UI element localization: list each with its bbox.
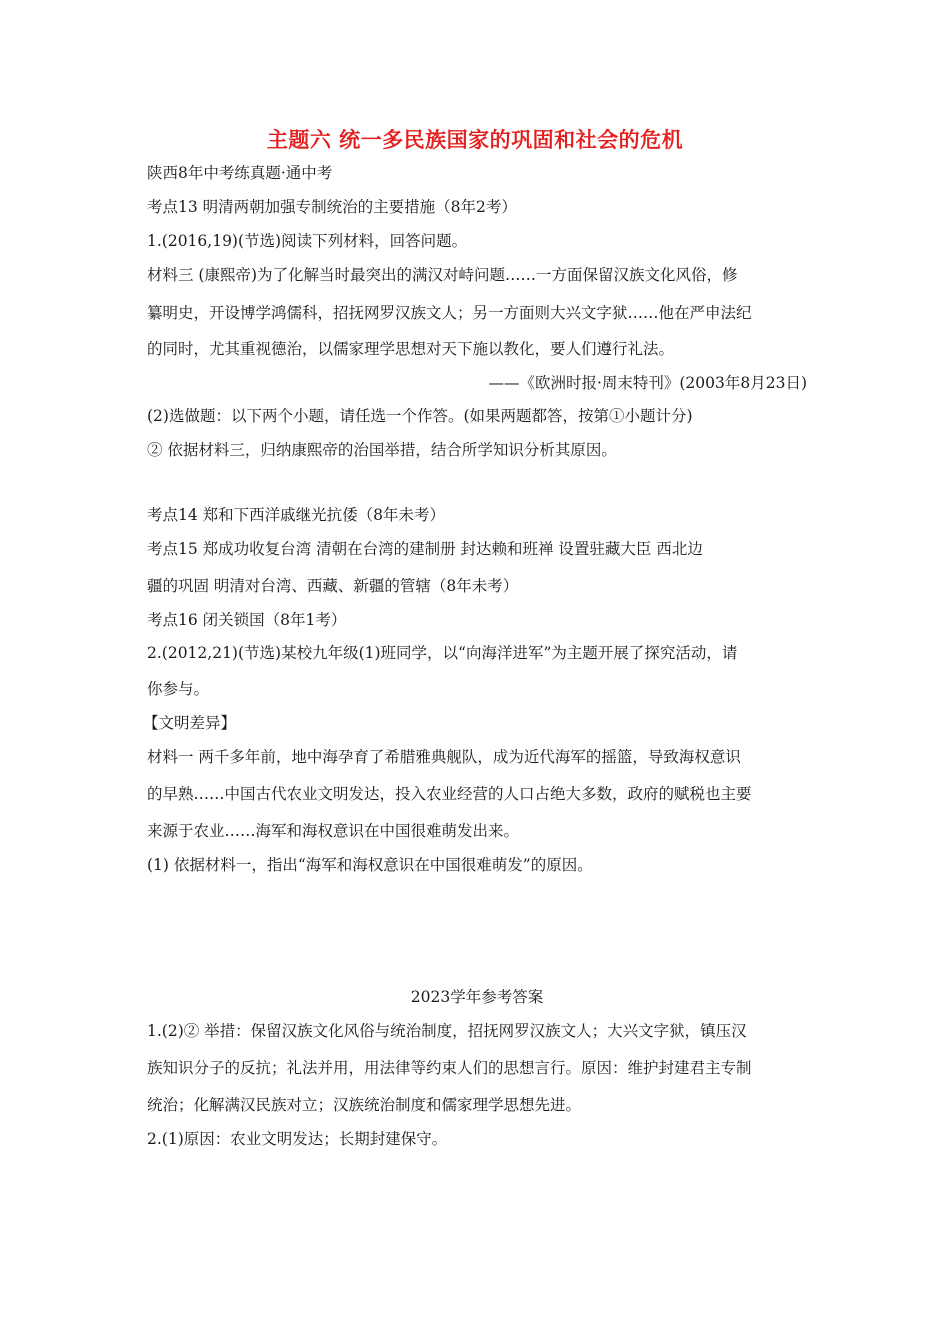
question-1-source: ——《欧洲时报·周末特刊》(2003年8月23日)	[488, 374, 807, 392]
question-2-subquestion-1: (1) 依据材料一，指出“海军和海权意识在中国很难萌发”的原因。	[147, 856, 593, 874]
question-2-material-line: 来源于农业……海军和海权意识在中国很难萌发出来。	[147, 822, 520, 840]
question-1-subquestion-2-option-2: ② 依据材料三，归纳康熙帝的治国举措，结合所学知识分析其原因。	[147, 441, 617, 459]
kaodian-15-heading: 考点15 郑成功收复台湾 清朝在台湾的建制册 封达赖和班禅 设置驻藏大臣 西北边	[147, 540, 703, 558]
answer-1-line: 1.(2)② 举措：保留汉族文化风俗与统治制度，招抚网罗汉族文人；大兴文字狱，镇压汉	[147, 1022, 747, 1040]
kaodian-13-heading: 考点13 明清两朝加强专制统治的主要措施（8年2考）	[147, 198, 517, 216]
answer-2: 2.(1)原因：农业文明发达；长期封建保守。	[147, 1130, 448, 1148]
question-2-section-heading: 【文明差异】	[143, 714, 237, 732]
answer-1-line: 族知识分子的反抗；礼法并用，用法律等约束人们的思想言行。原因：维护封建君主专制	[147, 1059, 752, 1077]
question-1-stem: 1.(2016,19)(节选)阅读下列材料，回答问题。	[147, 232, 468, 250]
answer-1-line: 统治；化解满汉民族对立；汉族统治制度和儒家理学思想先进。	[147, 1096, 582, 1114]
kaodian-14-heading: 考点14 郑和下西洋戚继光抗倭（8年未考）	[147, 506, 446, 524]
page-title: 主题六 统一多民族国家的巩固和社会的危机	[266, 128, 684, 152]
question-2-material-line: 材料一 两千多年前，地中海孕育了希腊雅典舰队，成为近代海军的摇篮，导致海权意识	[147, 748, 741, 766]
question-1-material-line: 材料三 (康熙帝)为了化解当时最突出的满汉对峙问题……一方面保留汉族文化风俗，修	[147, 266, 738, 284]
kaodian-15-heading-cont: 疆的巩固 明清对台湾、西藏、新疆的管辖（8年未考）	[147, 577, 519, 595]
answers-heading: 2023学年参考答案	[410, 988, 544, 1006]
question-1-material-line: 纂明史，开设博学鸿儒科，招抚网罗汉族文人；另一方面则大兴文字狱……他在严申法纪	[147, 304, 752, 322]
kaodian-16-heading: 考点16 闭关锁国（8年1考）	[147, 611, 347, 629]
subtitle: 陕西8年中考练真题·通中考	[147, 164, 333, 182]
question-2-stem: 2.(2012,21)(节选)某校九年级(1)班同学，以“向海洋进军”为主题开展了探究活动，请	[147, 644, 738, 662]
question-2-stem-cont: 你参与。	[147, 680, 210, 698]
question-2-material-line: 的早熟……中国古代农业文明发达，投入农业经营的人口占绝大多数，政府的赋税也主要	[147, 785, 752, 803]
question-1-material-line: 的同时，尤其重视德治，以儒家理学思想对天下施以教化，要人们遵行礼法。	[147, 340, 675, 358]
question-1-subquestion-2: (2)选做题：以下两个小题，请任选一个作答。(如果两题都答，按第①小题计分)	[147, 407, 693, 425]
